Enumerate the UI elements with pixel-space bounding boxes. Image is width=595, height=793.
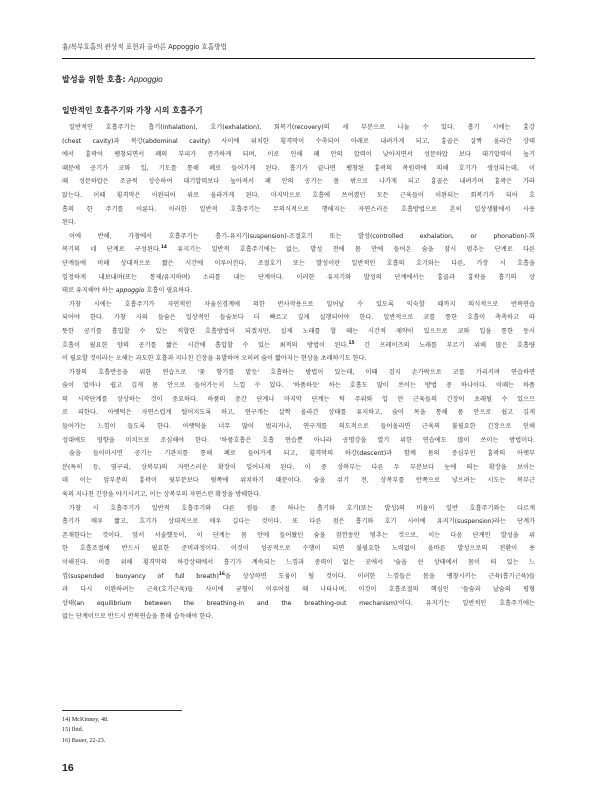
text-run: 태로 유지해야 하는: [62, 287, 116, 295]
body-line: 뜻한 공기를 흡입할 수 있는 적합한 호흡방법이 되겠지만, 실제 노래를 할 때는 시간적 제약이 있으므로 코와 입을 통한 동시: [62, 327, 535, 335]
text-run: 호흡이 필요한 양의 공기를 짧은 시간에 흡입할 수 있는 최적의 방법이 된다.: [62, 341, 349, 349]
header-rule: [62, 58, 535, 59]
body-line: [62, 339, 535, 353]
body-line: [62, 570, 535, 584]
body-line: 앉는다. 이때 횡격막은 이완되어 위로 올라가게 된다. 마지막으로 호흡에 쓰여졌던 모든 근육들이 이완되는 회복기가 되어 호: [62, 191, 535, 199]
section-title-prefix: 발성을 위한 호흡:: [62, 74, 129, 84]
body-line: 때 성문하압은 조금씩 상승하여 대기압력보다 높아져서 폐 안의 공기는 몸 밖으로 나가게 되고 흉골은 내려가며 흉곽은 가라: [62, 178, 535, 186]
body-line: [62, 243, 535, 257]
body-line: 이 필요할 것이라는 오해는 과도한 호흡과 지나친 긴장을 유발하여 오히려 숨이 짧아지는 현상을 초래하기도 한다.: [62, 355, 367, 363]
body-line: 한 호흡조절에 반드시 필요한 준비과정이다. 이것이 성공적으로 수행이 되면 불필요한 노력없이 올바른 발성으로의 전환이 용: [62, 545, 535, 553]
body-line: 가창의 호흡반응을 위한 연습으로 '꽃 향기를 맡듯' 호흡하는 방법이 있는데, 이때 검지 손가락으로 코를 가리키며 연습하면: [69, 368, 535, 376]
page-number: 16: [62, 762, 74, 774]
body-line: 때문에 공기가 코와 입, 기도를 통해 폐로 들어가게 된다. 흡기가 끝나면 팽창된 흉곽의 복원력에 의해 호기가 생성되는데, 이: [62, 164, 535, 172]
body-line: 단계들에 비해 상대적으로 짧은 시간에 이루어진다. 조절호기 또는 발성이란 일반적인 호흡의 호기와는 다른, 가장 시 호흡을: [62, 259, 535, 267]
body-line: 없는 단계이므로 반드시 반복연습을 통해 습득해야 한다.: [62, 613, 214, 621]
subsection-title: 일반적인 호흡주기와 가창 시의 호흡주기: [62, 106, 203, 115]
body-line: 가창 시 호흡주기가 일반적 호흡주기와 다른 점들 중 하나는 흡기와 호기(또는 발성)의 비율이 일반 호흡주기와는 다르게: [69, 504, 535, 512]
body-line: 의 시작단계를 상상하는 것이 중요하다. 하품의 중간 단계나 마지막 단계는 턱 주위와 입 안 근육들의 긴장이 초래될 수 있으므: [62, 395, 535, 403]
body-line: (chest cavity)과 복강(abdominal cavity) 사이에 위치한 횡격막이 수축되어 아래로 내려가게 되고, 흉골은 살짝 올라간 상태: [62, 137, 535, 145]
body-line: 과 다시 이완하려는 근육(호기근육)들 사이에 균형이 이루어질 때 나타나며, 이것이 호흡조절의 핵심인 '들숨과 날숨의 평형: [62, 586, 535, 594]
text-run: 유지기는 일반적 호흡주기에는 없는, 발성 전에 몸 안에 들어온 숨을 잠시 멈추는 단계로 다른: [166, 246, 535, 254]
body-line: 로 피한다. 아랫턱은 자연스럽게 떨어지도록 하고, 연구개는 살짝 올라간 상태를 유지하고, 숨이 목을 통해 몸 안으로 쉽고 깊게: [62, 409, 535, 417]
body-line: 이해진다. 이를 위해 횡격막의 하강상태에서 흡기가 계속되는 느낌과 중력이 없는 곳에서 '숨을 쉰 상태에서 몸이 떠 있는 느: [62, 559, 535, 566]
body-line: 들어가는 느낌이 들도록 한다. 아랫턱을 너무 많이 벌리거나, 연구개를 의도적으로 들어올리면 근육의 불필요한 긴장으로 인해: [62, 423, 535, 431]
body-line: 숨을 들이마시면 공기는 기관지를 통해 폐로 들어가게 되고, 횡격막의 하강(descent)과 함께 몸의 중심부인 흉곽의 아랫부: [69, 450, 535, 458]
body-line: 육의 지나친 긴장을 야기시키고, 이는 상복부의 자연스런 확장을 방해한다.: [62, 491, 261, 499]
running-head: 흉/복부호흡의 관상적 표현과 올바른 Appoggio 호흡방법: [62, 43, 227, 51]
footnote-ref: 15: [348, 340, 355, 346]
text-run: 호흡이 필요하다.: [144, 287, 193, 295]
body-line: 에서 흉곽이 팽창되면서 폐의 부피가 증가하게 되며, 이로 인해 폐 안의 압력이 낮아지면서 성문하압 보다 대기압력이 높기: [62, 151, 535, 159]
body-line: 일반적인 호흡주기는 흡기(inhalation), 호기(exhalation), 회복기(recovery)의 세 부분으로 나눌 수 있다. 흡기 시에는 흉강: [69, 124, 535, 131]
body-line: 성대에도 영향을 미치므로 조심해야 한다. '하품호흡은 호흡 연습뿐 아니라 공명강을 열기 위한 연습에도 많이 쓰이는 방법이다.: [62, 436, 535, 444]
body-line: 상태(an equilibrium between the breathing-in and the breathing-out mechanism)'이다. 유지기는 일반적인 호흡주기에는: [62, 599, 535, 607]
text-run: 낌(suspended buoyancy of full breath): [62, 572, 219, 580]
body-line: 흡기가 매우 짧고, 호기가 상대적으로 매우 길다는 것이다. 또 다른 점은 흡기와 호기 사이에 유지기(suspension)라는 단계가: [62, 518, 535, 526]
section-title-italic: Appoggio: [128, 75, 163, 84]
text-run: 을 상상하면 도움이 될 것이다. 이러한 느낌들은 몸을 팽창시키는 근육(흡기근육)들: [224, 572, 535, 580]
text-run: 긴 프레이즈의 노래를 부르기 위해 많은 호흡량: [354, 341, 535, 349]
body-line: 이에 반해, 가창에서 호흡주기는 흡기-유지기(suspension)-조절호기 또는 발성(controlled exhalation, or phonation)-회: [69, 232, 535, 240]
section-title: [62, 74, 163, 85]
footnote-ref: 16: [218, 571, 225, 577]
body-line: 되어야 한다. 가창 시의 들숨은 일상적인 들숨보다 더 빠르고 깊게 실행되어야 한다. 일반적으로 코를 통한 호흡이 촉촉하고 따: [62, 314, 535, 322]
body-line: 숨이 얼마나 쉽고 깊게 몸 안으로 들어가는지 느낄 수 있다. '하품하듯' 하는 호흡도 많이 쓰이는 방법 중 하나이다. 이때는 하품: [62, 382, 535, 390]
footnote: 14) McKinney, 48.: [62, 716, 109, 723]
footnotes: [62, 715, 109, 746]
body-line: 흡의 한 주기를 이룬다. 이러한 일반적 호흡주기는 무의식적으로 행해지는 자연스러운 호흡방법으로 흔히 일상생활에서 사용: [62, 205, 535, 213]
footnote: 15) Ibid.: [62, 726, 84, 734]
footnote: 16) Bauer, 22-23.: [62, 736, 106, 744]
text-run: 복기의 네 단계로 구성된다.: [62, 246, 161, 254]
body-line: 가창 시에는 호흡주기가 자연적인 자율신경계에 의한 반사작용으로 일어날 수 있도록 익숙할 때까지 의식적으로 반복연습: [69, 300, 535, 308]
body-line: 분(특히 등, 옆구리, 상복부)의 자연스러운 확장이 일어나게 된다. 이 중 상복부는 다른 두 부분보다 눈에 띄는 확장을 보이는: [62, 463, 535, 471]
italic-term: appoggio: [115, 287, 145, 295]
body-line: [62, 284, 535, 298]
footnote-rule: [62, 710, 182, 711]
body-line: 일정하게 내보내며(또는 통제/유지하며) 소리를 내는 단계이다. 이러한 유지기와 발성의 단계에서는 흉골과 흉곽을 흡기의 상: [62, 273, 535, 281]
footnote-ref: 14: [160, 245, 167, 251]
body-text: [62, 121, 535, 624]
body-line: 존재한다는 것이다. 앞서 서술했듯이, 이 단계는 몸 안에 들어왔던 숨을 잠깐동안 멈추는 것으로, 이는 다음 단계인 발성을 위: [62, 531, 535, 539]
body-line: 된다.: [62, 219, 76, 227]
body-line: 데 이는 앞부분의 흉곽이 뒷부분보다 윗쪽에 위치하기 때문이다. 숨을 쉬기 전, 상복부를 안쪽으로 넣으려는 시도는 복부근: [62, 477, 535, 485]
